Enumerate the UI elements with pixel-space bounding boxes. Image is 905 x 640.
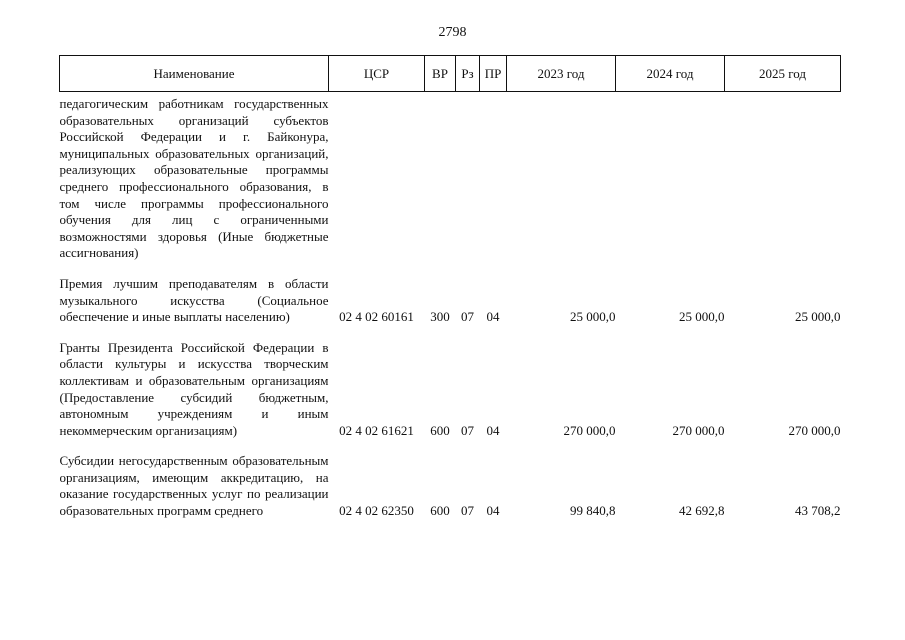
column-header-csr: ЦСР <box>329 56 425 92</box>
table-row <box>60 326 841 440</box>
row-vr: 600 <box>430 503 450 519</box>
row-vr <box>425 92 456 262</box>
row-vr: 300 <box>430 309 450 325</box>
row-2025 <box>725 92 841 262</box>
row-csr <box>329 92 425 262</box>
row-rz: 07 <box>461 309 474 325</box>
row-2023: 99 840,8 <box>570 503 616 519</box>
row-vr: 600 <box>430 422 450 438</box>
row-name: Гранты Президента Российской Федерации в области культуры и искусства творческим коллективам и образовательным организациям (Предоставление субсидий бюджетным, автономным учреждениям и иным некоммерческим организациям) <box>59 339 329 438</box>
column-header-2023: 2023 год <box>507 56 616 92</box>
row-rz <box>456 92 480 262</box>
column-header-rz: Рз <box>456 56 480 92</box>
row-rz: 07 <box>461 422 474 438</box>
row-2025: 25 000,0 <box>795 309 841 325</box>
column-header-vr: ВР <box>425 56 456 92</box>
row-name: педагогическим работникам государственных образовательных организаций субъектов Российской Федерации и г. Байконура, муниципальных образовательных организаций, реализующих образовательные программы среднего профессионального образования, в том числе программы профессионального обучения для лиц с ограниченными возможностями здоровья (Иные бюджетные ассигнования) <box>59 96 329 261</box>
column-header-name: Наименование <box>60 56 329 92</box>
table-row <box>60 439 841 519</box>
row-csr: 02 4 02 61621 <box>339 422 414 438</box>
row-2023: 270 000,0 <box>563 422 616 438</box>
row-2024: 270 000,0 <box>672 422 725 438</box>
column-header-2025: 2025 год <box>725 56 841 92</box>
table-row <box>60 262 841 326</box>
column-header-pr: ПР <box>480 56 507 92</box>
row-2025: 270 000,0 <box>788 422 841 438</box>
table-header-row <box>60 56 841 92</box>
row-2023: 25 000,0 <box>570 309 616 325</box>
row-csr: 02 4 02 62350 <box>339 503 414 519</box>
row-2024 <box>616 92 725 262</box>
table-row <box>60 92 841 262</box>
row-pr <box>480 92 507 262</box>
row-rz: 07 <box>461 503 474 519</box>
row-pr: 04 <box>486 422 500 438</box>
row-2024: 25 000,0 <box>679 309 725 325</box>
row-csr: 02 4 02 60161 <box>339 309 414 325</box>
row-name: Субсидии негосударственным образовательным организациям, имеющим аккредитацию, на оказание государственных услуг по реализации образовательных программ среднего <box>59 453 329 519</box>
page-number: 2798 <box>438 25 467 40</box>
row-2024: 42 692,8 <box>679 503 725 519</box>
budget-table <box>59 55 841 520</box>
row-name: Премия лучшим преподавателям в области музыкального искусства (Социальное обеспечение и иные выплаты населению) <box>59 275 329 325</box>
row-2025: 43 708,2 <box>795 503 841 519</box>
row-pr: 04 <box>486 503 500 519</box>
column-header-2024: 2024 год <box>616 56 725 92</box>
row-2023 <box>507 92 616 262</box>
row-pr: 04 <box>486 309 500 325</box>
